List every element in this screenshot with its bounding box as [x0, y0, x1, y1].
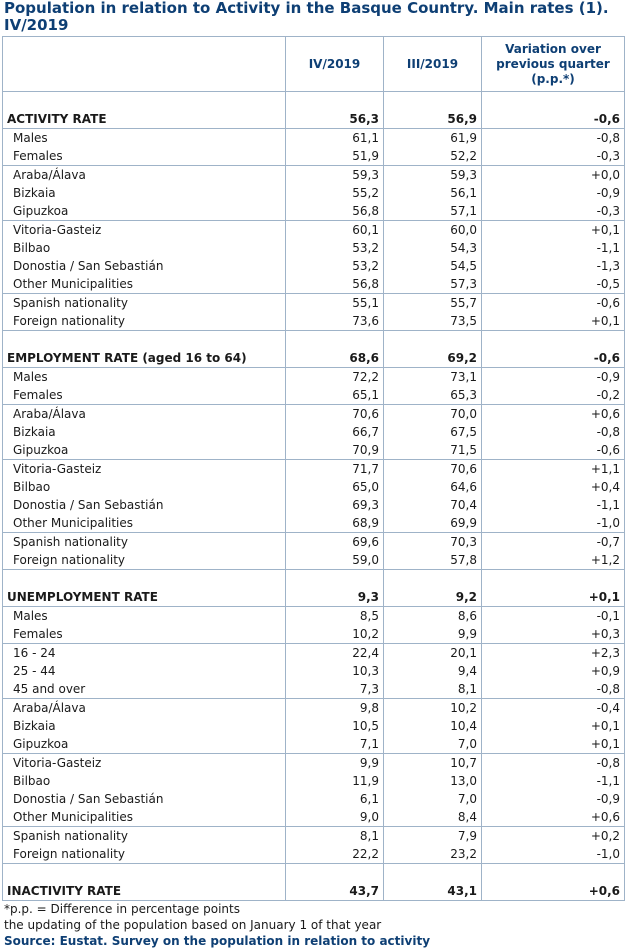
row-label: Males — [3, 129, 286, 148]
spacer-cell — [286, 570, 384, 589]
table-row — [3, 496, 625, 514]
value-variation: +0,1 — [482, 221, 625, 240]
value-variation: -1,1 — [482, 772, 625, 790]
value-iii-2019: 61,9 — [384, 129, 482, 148]
table-row — [3, 735, 625, 754]
table-row — [3, 607, 625, 626]
table-row — [3, 405, 625, 424]
table-row — [3, 478, 625, 496]
value-iv-2019: 53,2 — [286, 239, 384, 257]
notes — [0, 901, 627, 949]
title-line-1: Population in relation to Activity in the Basque Country. Main rates (1). — [4, 0, 609, 17]
note-population: the updating of the population based on January 1 of that year — [4, 918, 382, 932]
value-variation: -1,3 — [482, 257, 625, 275]
row-label: Females — [3, 147, 286, 166]
value-iii-2019: 7,0 — [384, 735, 482, 754]
row-label: Females — [3, 625, 286, 644]
rates-table — [2, 36, 625, 901]
value-variation: -0,7 — [482, 533, 625, 552]
row-label: Vitoria-Gasteiz — [3, 754, 286, 773]
row-label: Other Municipalities — [3, 808, 286, 827]
table-row — [3, 423, 625, 441]
table-row — [3, 202, 625, 221]
value-iii-2019: 59,3 — [384, 166, 482, 185]
row-label: Araba/Álava — [3, 699, 286, 718]
value-iii-2019: 69,9 — [384, 514, 482, 533]
value-iv-2019: 53,2 — [286, 257, 384, 275]
row-label: 16 - 24 — [3, 644, 286, 663]
row-label: Araba/Álava — [3, 166, 286, 185]
value-iv-2019: 10,3 — [286, 662, 384, 680]
value-iii-2019: 23,2 — [384, 845, 482, 864]
value-iv-2019: 71,7 — [286, 460, 384, 479]
row-label: Other Municipalities — [3, 275, 286, 294]
spacer-cell — [286, 864, 384, 883]
row-label: Vitoria-Gasteiz — [3, 221, 286, 240]
value-variation: -0,3 — [482, 147, 625, 166]
value-iv-2019: 60,1 — [286, 221, 384, 240]
value-iii-2019: 65,3 — [384, 386, 482, 405]
value-iii-2019: 70,6 — [384, 460, 482, 479]
value-iii-2019: 10,7 — [384, 754, 482, 773]
value-iv-2019: 69,6 — [286, 533, 384, 552]
value-iv-2019: 59,3 — [286, 166, 384, 185]
spacer-cell — [286, 331, 384, 350]
value-iii-2019: 7,9 — [384, 827, 482, 846]
value-variation: +2,3 — [482, 644, 625, 663]
value-iii-2019: 57,8 — [384, 551, 482, 570]
value-variation: +0,1 — [482, 312, 625, 331]
value-iv-2019: 55,1 — [286, 294, 384, 313]
value-iii-2019: 69,2 — [384, 349, 482, 368]
row-label: Females — [3, 386, 286, 405]
value-variation: +0,2 — [482, 827, 625, 846]
spacer-cell — [482, 331, 625, 350]
value-variation: -1,0 — [482, 845, 625, 864]
table-row — [3, 166, 625, 185]
row-label: Donostia / San Sebastián — [3, 496, 286, 514]
section-row — [3, 882, 625, 901]
row-label: Bizkaia — [3, 717, 286, 735]
value-iii-2019: 70,3 — [384, 533, 482, 552]
value-iv-2019: 7,1 — [286, 735, 384, 754]
table-row — [3, 514, 625, 533]
row-label: Foreign nationality — [3, 845, 286, 864]
row-label: Bizkaia — [3, 184, 286, 202]
value-iii-2019: 67,5 — [384, 423, 482, 441]
value-variation: -0,5 — [482, 275, 625, 294]
table-row — [3, 551, 625, 570]
section-label: ACTIVITY RATE — [3, 110, 286, 129]
value-variation: -0,9 — [482, 184, 625, 202]
row-label: Donostia / San Sebastián — [3, 790, 286, 808]
value-iv-2019: 70,6 — [286, 405, 384, 424]
value-variation: -0,9 — [482, 790, 625, 808]
value-variation: +1,2 — [482, 551, 625, 570]
table-row — [3, 294, 625, 313]
value-variation: -0,6 — [482, 294, 625, 313]
value-iv-2019: 72,2 — [286, 368, 384, 387]
value-variation: -1,1 — [482, 239, 625, 257]
row-label: Foreign nationality — [3, 551, 286, 570]
header-blank — [3, 37, 286, 92]
value-iii-2019: 57,1 — [384, 202, 482, 221]
value-variation: +0,6 — [482, 882, 625, 901]
spacer-cell — [3, 570, 286, 589]
value-variation: -1,1 — [482, 496, 625, 514]
value-variation: -0,6 — [482, 349, 625, 368]
value-iii-2019: 13,0 — [384, 772, 482, 790]
table-row — [3, 441, 625, 460]
table-row — [3, 129, 625, 148]
value-variation: +0,6 — [482, 405, 625, 424]
value-iv-2019: 56,3 — [286, 110, 384, 129]
value-variation: +0,0 — [482, 166, 625, 185]
spacer-cell — [286, 92, 384, 111]
table-row — [3, 699, 625, 718]
value-iii-2019: 10,4 — [384, 717, 482, 735]
row-label: Donostia / San Sebastián — [3, 257, 286, 275]
row-label: Males — [3, 368, 286, 387]
value-iii-2019: 64,6 — [384, 478, 482, 496]
value-iv-2019: 55,2 — [286, 184, 384, 202]
value-iv-2019: 22,4 — [286, 644, 384, 663]
value-iii-2019: 9,2 — [384, 588, 482, 607]
value-iv-2019: 10,5 — [286, 717, 384, 735]
table-row — [3, 533, 625, 552]
row-label: Vitoria-Gasteiz — [3, 460, 286, 479]
value-variation: +0,6 — [482, 808, 625, 827]
value-iv-2019: 9,0 — [286, 808, 384, 827]
table-row — [3, 845, 625, 864]
value-iii-2019: 70,0 — [384, 405, 482, 424]
row-label: Spanish nationality — [3, 533, 286, 552]
value-variation: -0,8 — [482, 129, 625, 148]
value-iv-2019: 66,7 — [286, 423, 384, 441]
value-iv-2019: 22,2 — [286, 845, 384, 864]
value-iii-2019: 60,0 — [384, 221, 482, 240]
header-row — [3, 37, 625, 92]
value-variation: -0,9 — [482, 368, 625, 387]
table-row — [3, 827, 625, 846]
row-label: Bizkaia — [3, 423, 286, 441]
value-iv-2019: 6,1 — [286, 790, 384, 808]
value-iv-2019: 9,9 — [286, 754, 384, 773]
header-variation — [482, 37, 625, 92]
value-iii-2019: 8,4 — [384, 808, 482, 827]
row-label: 25 - 44 — [3, 662, 286, 680]
spacer-cell — [384, 864, 482, 883]
value-iv-2019: 61,1 — [286, 129, 384, 148]
value-iii-2019: 10,2 — [384, 699, 482, 718]
value-iii-2019: 56,1 — [384, 184, 482, 202]
value-iii-2019: 54,3 — [384, 239, 482, 257]
value-iv-2019: 65,1 — [286, 386, 384, 405]
value-variation: +0,1 — [482, 588, 625, 607]
table-row — [3, 754, 625, 773]
value-iv-2019: 56,8 — [286, 202, 384, 221]
value-iii-2019: 9,4 — [384, 662, 482, 680]
row-label: Gipuzkoa — [3, 735, 286, 754]
spacer-cell — [482, 864, 625, 883]
value-variation: -0,8 — [482, 423, 625, 441]
value-iii-2019: 54,5 — [384, 257, 482, 275]
value-variation: -0,6 — [482, 441, 625, 460]
value-iii-2019: 8,1 — [384, 680, 482, 699]
spacer-cell — [3, 331, 286, 350]
header-iii-2019: III/2019 — [384, 37, 482, 92]
table-row — [3, 772, 625, 790]
row-label: Spanish nationality — [3, 294, 286, 313]
row-label: Males — [3, 607, 286, 626]
row-label: Other Municipalities — [3, 514, 286, 533]
table-row — [3, 808, 625, 827]
value-iv-2019: 65,0 — [286, 478, 384, 496]
value-iv-2019: 10,2 — [286, 625, 384, 644]
header-variation-line-2: previous quarter — [496, 56, 610, 71]
table-row — [3, 257, 625, 275]
value-iv-2019: 7,3 — [286, 680, 384, 699]
value-iv-2019: 69,3 — [286, 496, 384, 514]
spacer-row — [3, 331, 625, 350]
value-variation: -0,8 — [482, 754, 625, 773]
value-iii-2019: 9,9 — [384, 625, 482, 644]
table-row — [3, 790, 625, 808]
spacer-cell — [482, 570, 625, 589]
value-iii-2019: 7,0 — [384, 790, 482, 808]
title-line-2: IV/2019 — [4, 16, 69, 34]
section-label: UNEMPLOYMENT RATE — [3, 588, 286, 607]
value-iv-2019: 8,1 — [286, 827, 384, 846]
value-iii-2019: 8,6 — [384, 607, 482, 626]
value-iii-2019: 43,1 — [384, 882, 482, 901]
table-row — [3, 275, 625, 294]
value-variation: +0,1 — [482, 735, 625, 754]
value-iv-2019: 59,0 — [286, 551, 384, 570]
value-variation: -0,6 — [482, 110, 625, 129]
table-row — [3, 460, 625, 479]
row-label: 45 and over — [3, 680, 286, 699]
row-label: Araba/Álava — [3, 405, 286, 424]
value-iv-2019: 68,6 — [286, 349, 384, 368]
row-label: Gipuzkoa — [3, 441, 286, 460]
value-iv-2019: 8,5 — [286, 607, 384, 626]
table-row — [3, 680, 625, 699]
value-iv-2019: 73,6 — [286, 312, 384, 331]
value-iii-2019: 73,5 — [384, 312, 482, 331]
value-variation: -0,1 — [482, 607, 625, 626]
value-variation: -0,4 — [482, 699, 625, 718]
row-label: Bilbao — [3, 772, 286, 790]
header-iv-2019: IV/2019 — [286, 37, 384, 92]
row-label: Foreign nationality — [3, 312, 286, 331]
spacer-cell — [384, 331, 482, 350]
value-iii-2019: 20,1 — [384, 644, 482, 663]
header-variation-line-3: (p.p.*) — [531, 71, 575, 86]
value-iii-2019: 55,7 — [384, 294, 482, 313]
value-iii-2019: 71,5 — [384, 441, 482, 460]
value-iv-2019: 9,3 — [286, 588, 384, 607]
table-row — [3, 147, 625, 166]
row-label: Bilbao — [3, 478, 286, 496]
value-iv-2019: 56,8 — [286, 275, 384, 294]
spacer-row — [3, 864, 625, 883]
row-label: Spanish nationality — [3, 827, 286, 846]
value-variation: +0,4 — [482, 478, 625, 496]
value-variation: +0,9 — [482, 662, 625, 680]
section-label: INACTIVITY RATE — [3, 882, 286, 901]
value-variation: -0,2 — [482, 386, 625, 405]
section-row — [3, 110, 625, 129]
value-variation: +1,1 — [482, 460, 625, 479]
value-iii-2019: 57,3 — [384, 275, 482, 294]
value-iii-2019: 70,4 — [384, 496, 482, 514]
table-row — [3, 312, 625, 331]
spacer-row — [3, 92, 625, 111]
value-iii-2019: 73,1 — [384, 368, 482, 387]
value-iv-2019: 11,9 — [286, 772, 384, 790]
header-variation-line-1: Variation over — [505, 41, 601, 56]
table-row — [3, 662, 625, 680]
value-variation: -0,3 — [482, 202, 625, 221]
spacer-cell — [384, 570, 482, 589]
spacer-cell — [3, 864, 286, 883]
spacer-row — [3, 570, 625, 589]
table-row — [3, 625, 625, 644]
spacer-cell — [482, 92, 625, 111]
value-variation: -1,0 — [482, 514, 625, 533]
table-row — [3, 717, 625, 735]
value-iv-2019: 43,7 — [286, 882, 384, 901]
page-title — [0, 0, 627, 36]
source-note: Source: Eustat. Survey on the population in relation to activity — [4, 934, 431, 948]
row-label: Gipuzkoa — [3, 202, 286, 221]
value-iv-2019: 70,9 — [286, 441, 384, 460]
section-row — [3, 588, 625, 607]
table-row — [3, 184, 625, 202]
row-label: Bilbao — [3, 239, 286, 257]
value-iv-2019: 51,9 — [286, 147, 384, 166]
spacer-cell — [3, 92, 286, 111]
value-iv-2019: 9,8 — [286, 699, 384, 718]
table-row — [3, 644, 625, 663]
value-variation: +0,1 — [482, 717, 625, 735]
table-body — [3, 92, 625, 901]
value-iv-2019: 68,9 — [286, 514, 384, 533]
spacer-cell — [384, 92, 482, 111]
section-label: EMPLOYMENT RATE (aged 16 to 64) — [3, 349, 286, 368]
section-row — [3, 349, 625, 368]
note-pp: *p.p. = Difference in percentage points — [4, 902, 240, 916]
value-iii-2019: 56,9 — [384, 110, 482, 129]
value-variation: -0,8 — [482, 680, 625, 699]
value-iii-2019: 52,2 — [384, 147, 482, 166]
table-row — [3, 221, 625, 240]
table-row — [3, 239, 625, 257]
value-variation: +0,3 — [482, 625, 625, 644]
table-row — [3, 386, 625, 405]
table-row — [3, 368, 625, 387]
